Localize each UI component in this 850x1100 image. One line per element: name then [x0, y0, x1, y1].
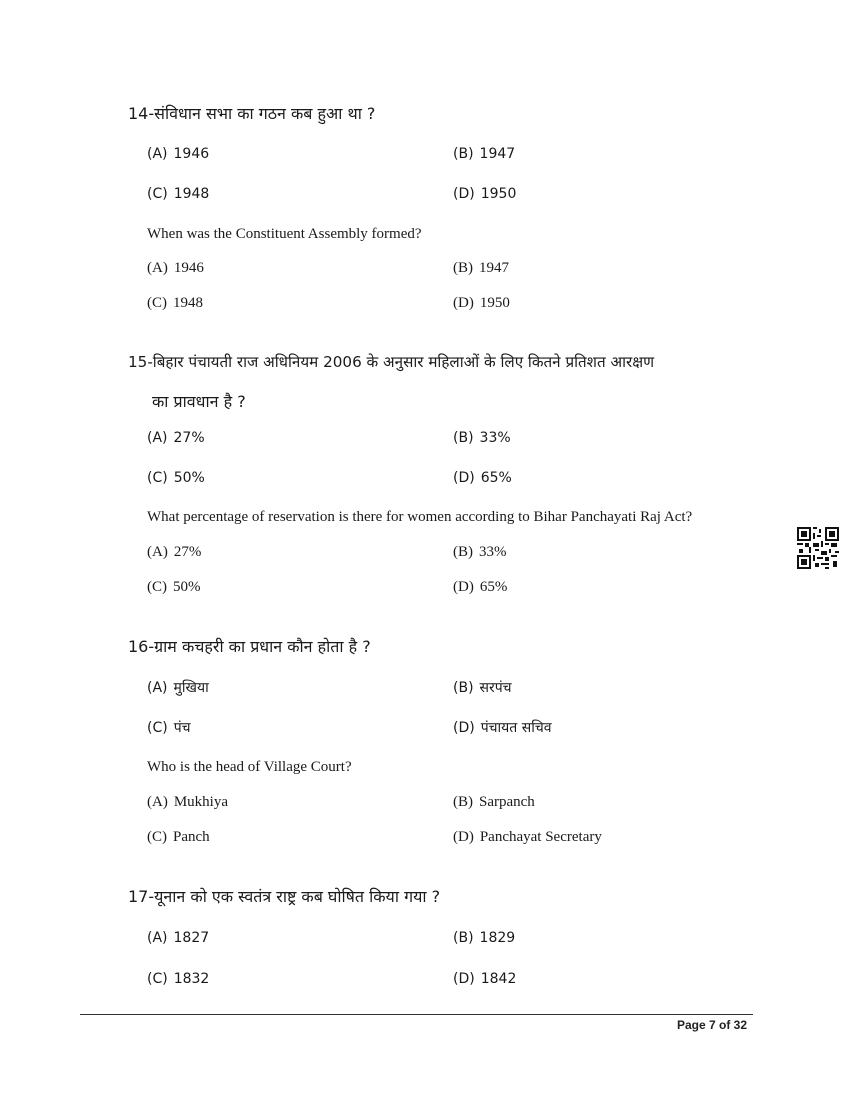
q16-hindi-option-d: (D) पंचायत सचिव	[453, 720, 552, 736]
q17-hindi-option-d: (D) 1842	[453, 971, 517, 987]
q15-english-option-b: (B) 33%	[453, 544, 507, 560]
q14-english-option-d: (D) 1950	[453, 295, 510, 311]
q17-hindi-option-b: (B) 1829	[453, 930, 516, 946]
q15-english-option-d: (D) 65%	[453, 579, 508, 595]
q17-hindi-option-a: (A) 1827	[147, 930, 210, 946]
question-14-english: When was the Constituent Assembly formed?	[147, 226, 422, 242]
q16-english-option-c: (C) Panch	[147, 829, 210, 845]
question-14-hindi: 14-संविधान सभा का गठन कब हुआ था ?	[128, 104, 376, 123]
q14-hindi-option-d: (D) 1950	[453, 186, 517, 202]
question-15-hindi: 15-बिहार पंचायती राज अधिनियम 2006 के अनुसार महिलाओं के लिए कितने प्रतिशत आरक्षण का प्रावधान है ?	[128, 353, 655, 411]
question-15-english: What percentage of reservation is there for women according to Bihar Panchayati Raj Act?	[147, 509, 693, 525]
q14-hindi-option-c: (C) 1948	[147, 186, 210, 202]
question-16-hindi: 16-ग्राम कचहरी का प्रधान कौन होता है ?	[128, 637, 371, 656]
q14-english-option-b: (B) 1947	[453, 260, 509, 276]
question-16-english: Who is the head of Village Court?	[147, 759, 352, 775]
q16-english-option-b: (B) Sarpanch	[453, 794, 535, 810]
q14-hindi-option-a: (A) 1946	[147, 146, 210, 162]
q16-hindi-option-a: (A) मुखिया	[147, 680, 209, 696]
q15-english-option-a: (A) 27%	[147, 544, 202, 560]
q14-hindi-option-b: (B) 1947	[453, 146, 516, 162]
q15-english-option-c: (C) 50%	[147, 579, 201, 595]
q16-english-option-a: (A) Mukhiya	[147, 794, 228, 810]
q16-hindi-option-c: (C) पंच	[147, 720, 191, 736]
qr-code-icon	[797, 527, 839, 569]
q14-english-option-a: (A) 1946	[147, 260, 204, 276]
q15-hindi-option-a: (A) 27%	[147, 430, 205, 446]
q16-hindi-option-b: (B) सरपंच	[453, 680, 512, 696]
q16-english-option-d: (D) Panchayat Secretary	[453, 829, 602, 845]
page-number: Page 7 of 32	[676, 1018, 747, 1032]
q14-english-option-c: (C) 1948	[147, 295, 203, 311]
q15-hindi-option-d: (D) 65%	[453, 470, 512, 486]
q17-hindi-option-c: (C) 1832	[147, 971, 210, 987]
q15-hindi-option-c: (C) 50%	[147, 470, 205, 486]
question-17-hindi: 17-यूनान को एक स्वतंत्र राष्ट्र कब घोषित किया गया ?	[128, 887, 441, 906]
q15-hindi-option-b: (B) 33%	[453, 430, 511, 446]
footer-divider	[80, 1014, 753, 1015]
